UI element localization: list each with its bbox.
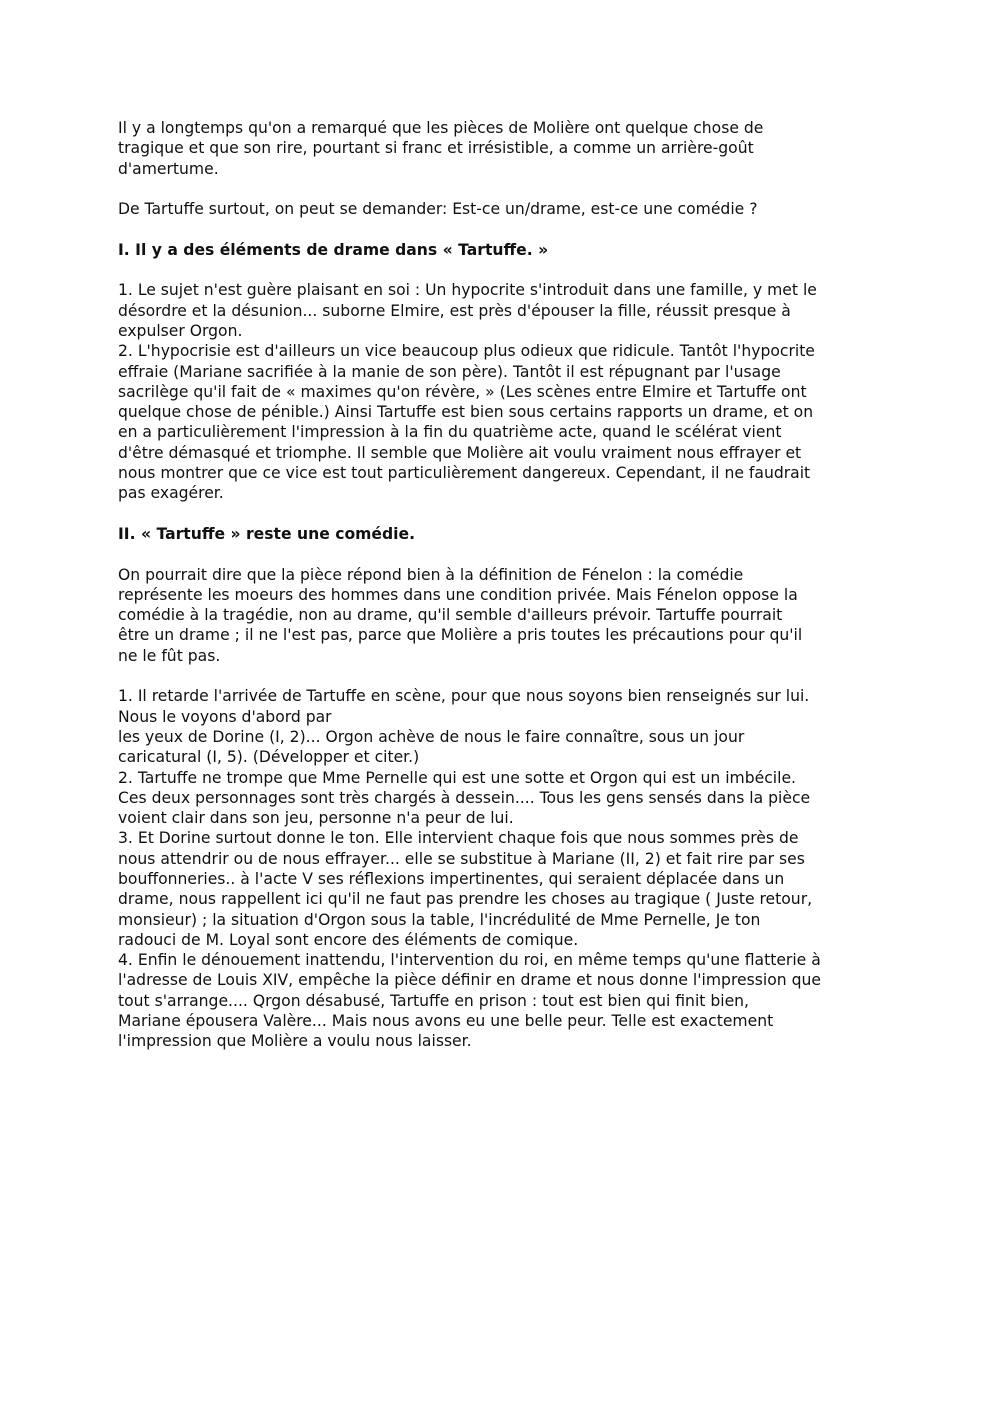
- section-2-heading: II. « Tartuffe » reste une comédie.: [118, 524, 415, 543]
- section-1-body: 1. Le sujet n'est guère plaisant en soi : Un hypocrite s'introduit dans une famille, y met le désordre et la désunion... suborne Elmire, est près d'épouser la fille, réussit presque à expulser Orgon. 2. L'hypocrisie est d'ailleurs un vice beaucoup plus odieux que ridicule. Tantôt l'hypocrite effraie (Mariane sacrifiée à la manie de son père). Tantôt il est répugnant par l'usage sacrilège qu'il fait de « maximes qu'on révère, » (Les scènes entre Elmire et Tartuffe ont quelque chose de pénible.) Ainsi Tartuffe est bien sous certains rapports un drame, et on en a particulièrement l'impression à la fin du quatrième acte, quand le scélérat vient d'être démasqué et triomphe. Il semble que Molière ait voulu vraiment nous effrayer et nous montrer que ce vice est tout particulièrement dangereux. Cependant, il ne faudrait pas exagérer.: [118, 281, 817, 503]
- spacer: [118, 260, 878, 280]
- section-1-heading: I. Il y a des éléments de drame dans « Tartuffe. »: [118, 240, 549, 259]
- question-paragraph: De Tartuffe surtout, on peut se demander: Est-ce un/drame, est-ce une comédie ?: [118, 200, 758, 219]
- spacer: [118, 544, 878, 564]
- spacer: [118, 219, 878, 239]
- spacer: [118, 504, 878, 524]
- section-2-paragraph-1: On pourrait dire que la pièce répond bien à la définition de Fénelon : la comédie représente les moeurs des hommes dans une condition privée. Mais Fénelon oppose la comédie à la tragédie, non au drame, qu'il semble d'ailleurs prévoir. Tartuffe pourrait être un drame ; il ne l'est pas, parce que Molière a pris toutes les précautions pour qu'il ne le fût pas.: [118, 565, 803, 665]
- intro-paragraph: Il y a longtemps qu'on a remarqué que les pièces de Molière ont quelque chose de tragique et que son rire, pourtant si franc et irrésistible, a comme un arrière-goût d'amertume.: [118, 119, 764, 178]
- spacer: [118, 179, 878, 199]
- document-page: [118, 118, 878, 1052]
- section-2-paragraph-2: 1. Il retarde l'arrivée de Tartuffe en scène, pour que nous soyons bien renseignés sur lui. Nous le voyons d'abord par les yeux de Dorine (I, 2)... Orgon achève de nous le faire connaître, sous un jour caricatural (I, 5). (Développer et citer.) 2. Tartuffe ne trompe que Mme Pernelle qui est une sotte et Orgon qui est un imbécile. Ces deux personnages sont très chargés à dessein.... Tous les gens sensés dans la pièce voient clair dans son jeu, personne n'a peur de lui. 3. Et Dorine surtout donne le ton. Elle intervient chaque fois que nous sommes près de nous attendrir ou de nous effrayer... elle se substitue à Mariane (II, 2) et fait rire par ses bouffonneries.. à l'acte V ses réflexions impertinentes, qui seraient déplacée dans un drame, nous rappellent ici qu'il ne faut pas prendre les choses au tragique ( Juste retour, monsieur) ; la situation d'Orgon sous la table, l'incrédulité de Mme Pernelle, Je ton radouci de M. Loyal sont encore des éléments de comique. 4. Enfin le dénouement inattendu, l'intervention du roi, en même temps qu'une flatterie à l'adresse de Louis XIV, empêche la pièce définir en drame et nous donne l'impression que tout s'arrange.... Qrgon désabusé, Tartuffe en prison : tout est bien qui finit bien, Mariane épousera Valère... Mais nous avons eu une belle peur. Telle est exactement l'impression que Molière a voulu nous laisser.: [118, 687, 821, 1051]
- spacer: [118, 666, 878, 686]
